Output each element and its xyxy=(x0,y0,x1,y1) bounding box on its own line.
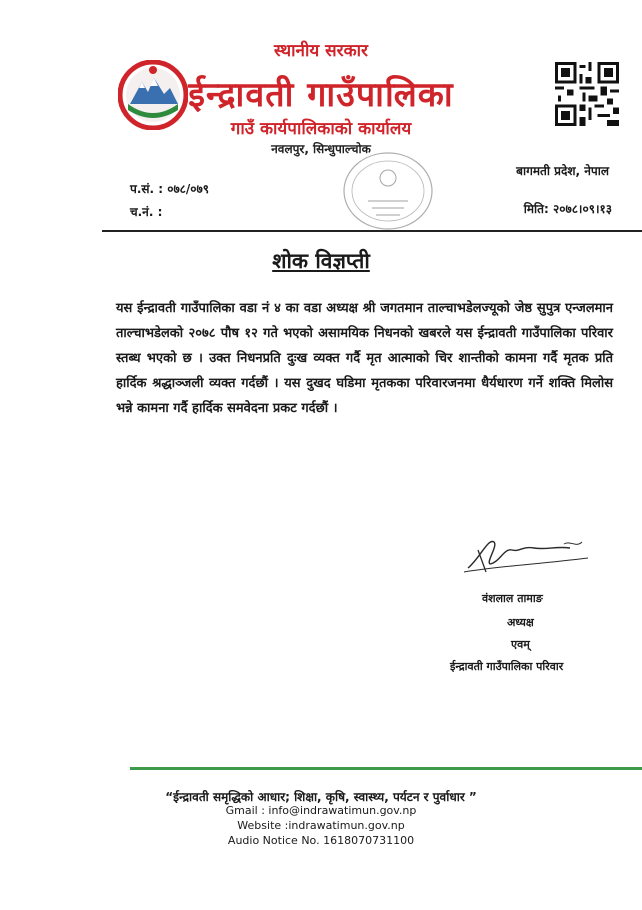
footer-audio-notice: Audio Notice No. 1618070731100 xyxy=(227,834,415,847)
reference-number: प.सं. : ०७८/०७९ xyxy=(130,182,210,196)
signatory-conjunction: एवम् xyxy=(511,638,530,651)
office-name: गाउँ कार्यपालिकाको कार्यालय xyxy=(230,119,412,139)
footer-divider xyxy=(130,767,642,770)
notice-body: यस ईन्द्रावती गाउँपालिका वडा नं ४ का वडा अध्यक्ष श्री जगतमान ताल्चाभडेलज्यूको जेष्ठ सुपुत्र एन्जलमान ताल्चाभडेलको २०७८ पौष १२ गते भएको असामयिक निधनको खबरले यस ईन्द्रावती गाउँपालिका परिवार स्तब्ध भएको छ । उक्त निधनप्रति दुःख व्यक्त गर्दै मृत आत्माको चिर शान्तीको कामना गर्दै मृतक प्रति हार्दिक श्रद्धाञ्जली व्यक्त गर्दछौं । यस दुखद घडिमा मृतकका परिवारजनमा धैर्यधारण गर्ने शक्ति मिलोस भन्ने कामना गर्दै हार्दिक समवेदना प्रकट गर्दछौं । xyxy=(116,301,613,416)
official-stamp xyxy=(338,146,438,236)
footer-slogan: “ईन्द्रावती समृद्धिको आधार; शिक्षा, कृषि, स्वास्थ्य, पर्यटन र पुर्वाधार ” xyxy=(165,790,477,804)
footer-website: Website :indrawatimun.gov.np xyxy=(237,819,405,832)
province-label: बागमती प्रदेश, नेपाल xyxy=(516,164,609,178)
footer-email: Gmail : info@indrawatimun.gov.np xyxy=(225,804,417,817)
dispatch-number: च.नं. : xyxy=(130,205,163,219)
signatory-role: अध्यक्ष xyxy=(507,616,534,629)
signatory-name: वंशलाल तामाङ xyxy=(482,592,543,605)
handwritten-signature xyxy=(460,528,595,578)
municipality-name: ईन्द्रावती गाउँपालिका xyxy=(188,75,454,115)
notice-date: मिति: २०७८।०९।१३ xyxy=(523,202,612,216)
office-address: नवलपुर, सिन्धुपाल्चोक xyxy=(271,142,371,156)
signatory-organization: ईन्द्रावती गाउँपालिका परिवार xyxy=(450,660,564,673)
notice-title: शोक विज्ञप्ती xyxy=(272,249,370,273)
header-divider xyxy=(102,230,642,232)
local-government-label: स्थानीय सरकार xyxy=(273,41,368,61)
